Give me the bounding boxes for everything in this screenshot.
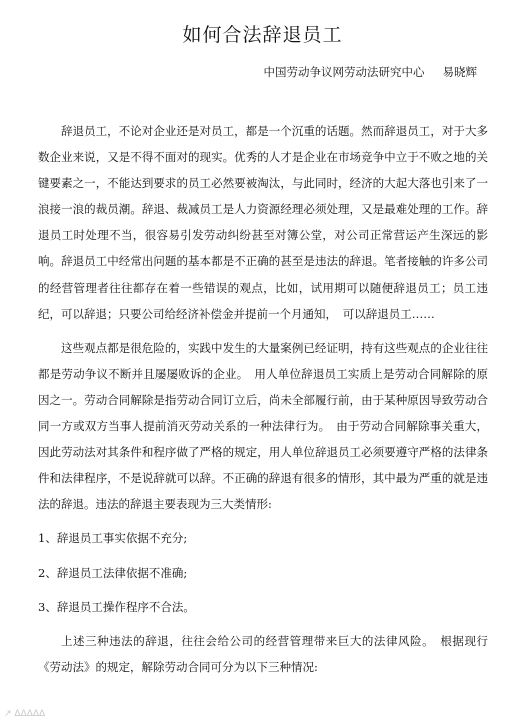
list-item-3: 3、辞退员工操作程序不合法。 <box>38 599 195 614</box>
document-body <box>38 118 488 688</box>
byline-author: 易晓辉 <box>442 65 477 79</box>
paragraph-intro: 辞退员工，不论对企业还是对员工，都是一个沉重的话题。然而辞退员工，对于大多数企业来说，又是不得不面对的现实。优秀的人才是企业在市场竞争中立于不败之地的关键要素之一，不能达到要求的员工必然要被淘汰，与此同时，经济的大起大落也引来了一浪接一浪的裁员潮。辞退、裁减员工是人力资源经理必须处理，又是最难处理的工作。辞退员工时处理不当，很容易引发劳动纠纷甚至对簿公堂，对公司正常营运产生深远的影响。辞退员工中经常出问题的基本都是不正确的甚至是违法的辞退。笔者接触的许多公司的经营管理者往往都存在着一些错误的观点，比如，试用期可以随便辞退员工；员工违纪，可以辞退；只要公司给经济补偿金并提前一个月通知， 可以辞退员工…… <box>38 124 488 321</box>
paragraph-closing: 上述三种违法的辞退，往往会给公司的经营管理带来巨大的法律风险。 根据现行《劳动法》的规定，解除劳动合同可分为以下三种情况: <box>38 633 488 674</box>
document-title: 如何合法辞退员工 <box>182 24 343 46</box>
list-item-2: 2、辞退员工法律依据不准确; <box>38 565 188 580</box>
byline <box>264 64 478 80</box>
list-item-1: 1、辞退员工事实依据不充分; <box>38 531 188 546</box>
byline-organization: 中国劳动争议网劳动法研究中心 <box>263 65 425 79</box>
watermark-logo: ↗ ΔΔΔΔΔ <box>4 709 46 719</box>
paragraph-dangerous-views: 这些观点都是很危险的，实践中发生的大量案例已经证明，持有这些观点的企业往往都是劳动争议不断并且屡屡败诉的企业。 用人单位辞退员工实质上是劳动合同解除的原因之一。劳动合同解除是指劳动合同订立后，尚未全部履行前，由于某种原因导致劳动合同一方或双方当事人提前消灭劳动关系的一种法律行为。 由于劳动合同解除事关重大，因此劳动法对其条件和程序做了严格的规定，用人单位辞退员工必须要遵守严格的法律条件和法律程序，不是说辞就可以辞。不正确的辞退有很多的情形，其中最为严重的就是违法的辞退。违法的辞退主要表现为三大类情形: <box>38 340 488 512</box>
